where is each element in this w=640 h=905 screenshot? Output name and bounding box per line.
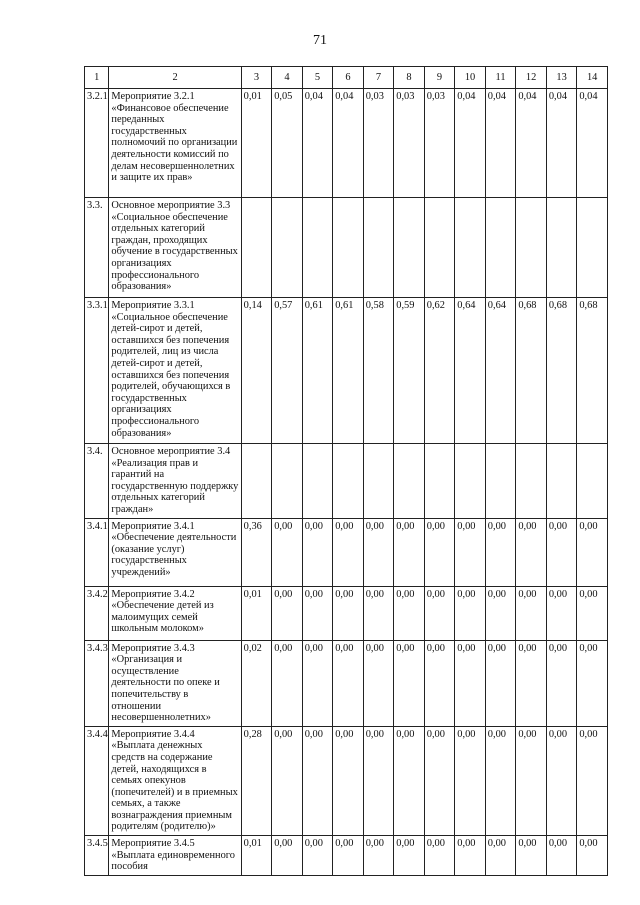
column-header: 7 <box>363 67 394 89</box>
row-number: 3.4.1 <box>85 518 109 586</box>
value-cell: 0,00 <box>333 836 364 876</box>
value-cell: 0,62 <box>424 298 455 444</box>
value-cell <box>485 198 516 298</box>
value-cell: 0,00 <box>272 640 303 726</box>
value-cell: 0,00 <box>424 726 455 835</box>
value-cell: 0,57 <box>272 298 303 444</box>
column-header: 5 <box>302 67 333 89</box>
column-header: 4 <box>272 67 303 89</box>
value-cell: 0,61 <box>302 298 333 444</box>
value-cell <box>424 198 455 298</box>
value-cell <box>577 198 608 298</box>
table-row <box>85 298 608 444</box>
column-header: 14 <box>577 67 608 89</box>
value-cell: 0,00 <box>333 726 364 835</box>
value-cell: 0,00 <box>455 836 486 876</box>
event-description: Мероприятие 3.4.1 «Обеспечение деятельности (оказание услуг) государственных учреждений» <box>109 518 241 586</box>
value-cell <box>455 198 486 298</box>
column-header: 6 <box>333 67 364 89</box>
value-cell: 0,00 <box>546 640 577 726</box>
value-cell: 0,00 <box>546 518 577 586</box>
value-cell: 0,68 <box>516 298 547 444</box>
value-cell <box>363 444 394 519</box>
row-number: 3.3. <box>85 198 109 298</box>
event-description: Мероприятие 3.3.1 «Социальное обеспечение детей-сирот и детей, оставшихся без попечения родителей, лиц из числа детей-сирот и детей, оставшихся без попечения родителей, обучающихся в государственных организациях профессионального образования» <box>109 298 241 444</box>
value-cell <box>333 198 364 298</box>
value-cell: 0,00 <box>394 836 425 876</box>
value-cell: 0,00 <box>577 836 608 876</box>
row-number: 3.2.1 <box>85 89 109 198</box>
value-cell <box>272 444 303 519</box>
table-row <box>85 444 608 519</box>
value-cell: 0,00 <box>394 640 425 726</box>
value-cell: 0,14 <box>241 298 272 444</box>
row-number: 3.4.2 <box>85 586 109 640</box>
value-cell: 0,00 <box>302 640 333 726</box>
value-cell: 0,04 <box>485 89 516 198</box>
value-cell: 0,00 <box>424 586 455 640</box>
value-cell <box>394 198 425 298</box>
value-cell: 0,04 <box>455 89 486 198</box>
value-cell <box>302 444 333 519</box>
value-cell: 0,02 <box>241 640 272 726</box>
value-cell: 0,00 <box>577 640 608 726</box>
value-cell: 0,00 <box>363 586 394 640</box>
value-cell: 0,00 <box>333 586 364 640</box>
value-cell: 0,00 <box>272 586 303 640</box>
column-header: 3 <box>241 67 272 89</box>
value-cell: 0,00 <box>333 518 364 586</box>
value-cell: 0,00 <box>272 836 303 876</box>
value-cell <box>272 198 303 298</box>
event-description: Мероприятие 3.4.2 «Обеспечение детей из малоимущих семей школьным молоком» <box>109 586 241 640</box>
value-cell: 0,00 <box>424 836 455 876</box>
event-description: Мероприятие 3.4.3 «Организация и осуществление деятельности по опеке и попечительству в отношении несовершеннолетних» <box>109 640 241 726</box>
value-cell: 0,36 <box>241 518 272 586</box>
table-row <box>85 726 608 835</box>
value-cell: 0,00 <box>272 726 303 835</box>
value-cell <box>363 198 394 298</box>
value-cell: 0,00 <box>577 518 608 586</box>
table-row <box>85 836 608 876</box>
value-cell: 0,00 <box>455 640 486 726</box>
value-cell: 0,00 <box>485 518 516 586</box>
value-cell: 0,68 <box>546 298 577 444</box>
event-description: Мероприятие 3.4.4 «Выплата денежных средств на содержание детей, находящихся в семьях опекунов (попечителей) и в приемных семьях, а также вознаграждения приемным родителям (родителю)» <box>109 726 241 835</box>
row-number: 3.4.3 <box>85 640 109 726</box>
value-cell: 0,00 <box>516 586 547 640</box>
value-cell: 0,03 <box>394 89 425 198</box>
column-header: 8 <box>394 67 425 89</box>
value-cell: 0,05 <box>272 89 303 198</box>
value-cell <box>302 198 333 298</box>
value-cell: 0,00 <box>333 640 364 726</box>
value-cell: 0,28 <box>241 726 272 835</box>
event-description: Мероприятие 3.2.1 «Финансовое обеспечение переданных государственных полномочий по организации деятельности комиссий по делам несовершеннолетних и защите их прав» <box>109 89 241 198</box>
event-description: Основное мероприятие 3.3 «Социальное обеспечение отдельных категорий граждан, проходящих обучение в государственных организациях профессионального образования» <box>109 198 241 298</box>
value-cell <box>577 444 608 519</box>
value-cell: 0,00 <box>363 726 394 835</box>
value-cell: 0,00 <box>546 726 577 835</box>
column-header: 13 <box>546 67 577 89</box>
indicators-table <box>84 66 608 876</box>
table-row <box>85 518 608 586</box>
value-cell: 0,01 <box>241 89 272 198</box>
value-cell: 0,04 <box>577 89 608 198</box>
value-cell <box>516 444 547 519</box>
value-cell <box>485 444 516 519</box>
value-cell: 0,03 <box>363 89 394 198</box>
value-cell: 0,00 <box>485 586 516 640</box>
value-cell <box>394 444 425 519</box>
column-header: 9 <box>424 67 455 89</box>
value-cell: 0,00 <box>302 518 333 586</box>
value-cell: 0,00 <box>363 836 394 876</box>
value-cell: 0,00 <box>394 586 425 640</box>
value-cell: 0,61 <box>333 298 364 444</box>
value-cell: 0,00 <box>455 586 486 640</box>
event-description: Основное мероприятие 3.4 «Реализация прав и гарантий на государственную поддержку отдельных категорий граждан» <box>109 444 241 519</box>
value-cell: 0,00 <box>455 726 486 835</box>
column-header: 10 <box>455 67 486 89</box>
row-number: 3.3.1 <box>85 298 109 444</box>
value-cell: 0,00 <box>302 586 333 640</box>
row-number: 3.4. <box>85 444 109 519</box>
value-cell: 0,58 <box>363 298 394 444</box>
value-cell: 0,00 <box>455 518 486 586</box>
value-cell: 0,00 <box>272 518 303 586</box>
row-number: 3.4.5 <box>85 836 109 876</box>
table-body <box>85 89 608 876</box>
value-cell <box>516 198 547 298</box>
value-cell <box>333 444 364 519</box>
value-cell: 0,04 <box>546 89 577 198</box>
value-cell: 0,00 <box>516 640 547 726</box>
event-description: Мероприятие 3.4.5 «Выплата единовременного пособия <box>109 836 241 876</box>
value-cell: 0,00 <box>485 726 516 835</box>
column-header: 1 <box>85 67 109 89</box>
value-cell <box>546 444 577 519</box>
value-cell: 0,00 <box>302 726 333 835</box>
value-cell: 0,00 <box>394 518 425 586</box>
value-cell: 0,00 <box>516 836 547 876</box>
value-cell: 0,00 <box>546 586 577 640</box>
value-cell: 0,00 <box>577 726 608 835</box>
value-cell: 0,04 <box>333 89 364 198</box>
table-row <box>85 640 608 726</box>
value-cell: 0,64 <box>455 298 486 444</box>
value-cell: 0,00 <box>394 726 425 835</box>
value-cell: 0,00 <box>546 836 577 876</box>
value-cell <box>241 198 272 298</box>
value-cell: 0,68 <box>577 298 608 444</box>
value-cell: 0,00 <box>363 518 394 586</box>
table-row <box>85 89 608 198</box>
column-header: 12 <box>516 67 547 89</box>
value-cell <box>546 198 577 298</box>
value-cell: 0,00 <box>424 518 455 586</box>
table-row <box>85 586 608 640</box>
value-cell: 0,00 <box>302 836 333 876</box>
value-cell: 0,00 <box>424 640 455 726</box>
value-cell: 0,01 <box>241 586 272 640</box>
value-cell: 0,01 <box>241 836 272 876</box>
value-cell: 0,59 <box>394 298 425 444</box>
header-row <box>85 67 608 89</box>
page-number: 71 <box>313 33 327 48</box>
value-cell: 0,04 <box>302 89 333 198</box>
value-cell: 0,00 <box>485 640 516 726</box>
value-cell: 0,00 <box>516 726 547 835</box>
value-cell <box>455 444 486 519</box>
value-cell: 0,00 <box>577 586 608 640</box>
value-cell: 0,04 <box>516 89 547 198</box>
column-header: 11 <box>485 67 516 89</box>
value-cell: 0,00 <box>363 640 394 726</box>
value-cell: 0,64 <box>485 298 516 444</box>
row-number: 3.4.4 <box>85 726 109 835</box>
column-header: 2 <box>109 67 241 89</box>
value-cell: 0,00 <box>485 836 516 876</box>
table-row <box>85 198 608 298</box>
value-cell <box>241 444 272 519</box>
value-cell: 0,03 <box>424 89 455 198</box>
value-cell: 0,00 <box>516 518 547 586</box>
value-cell <box>424 444 455 519</box>
